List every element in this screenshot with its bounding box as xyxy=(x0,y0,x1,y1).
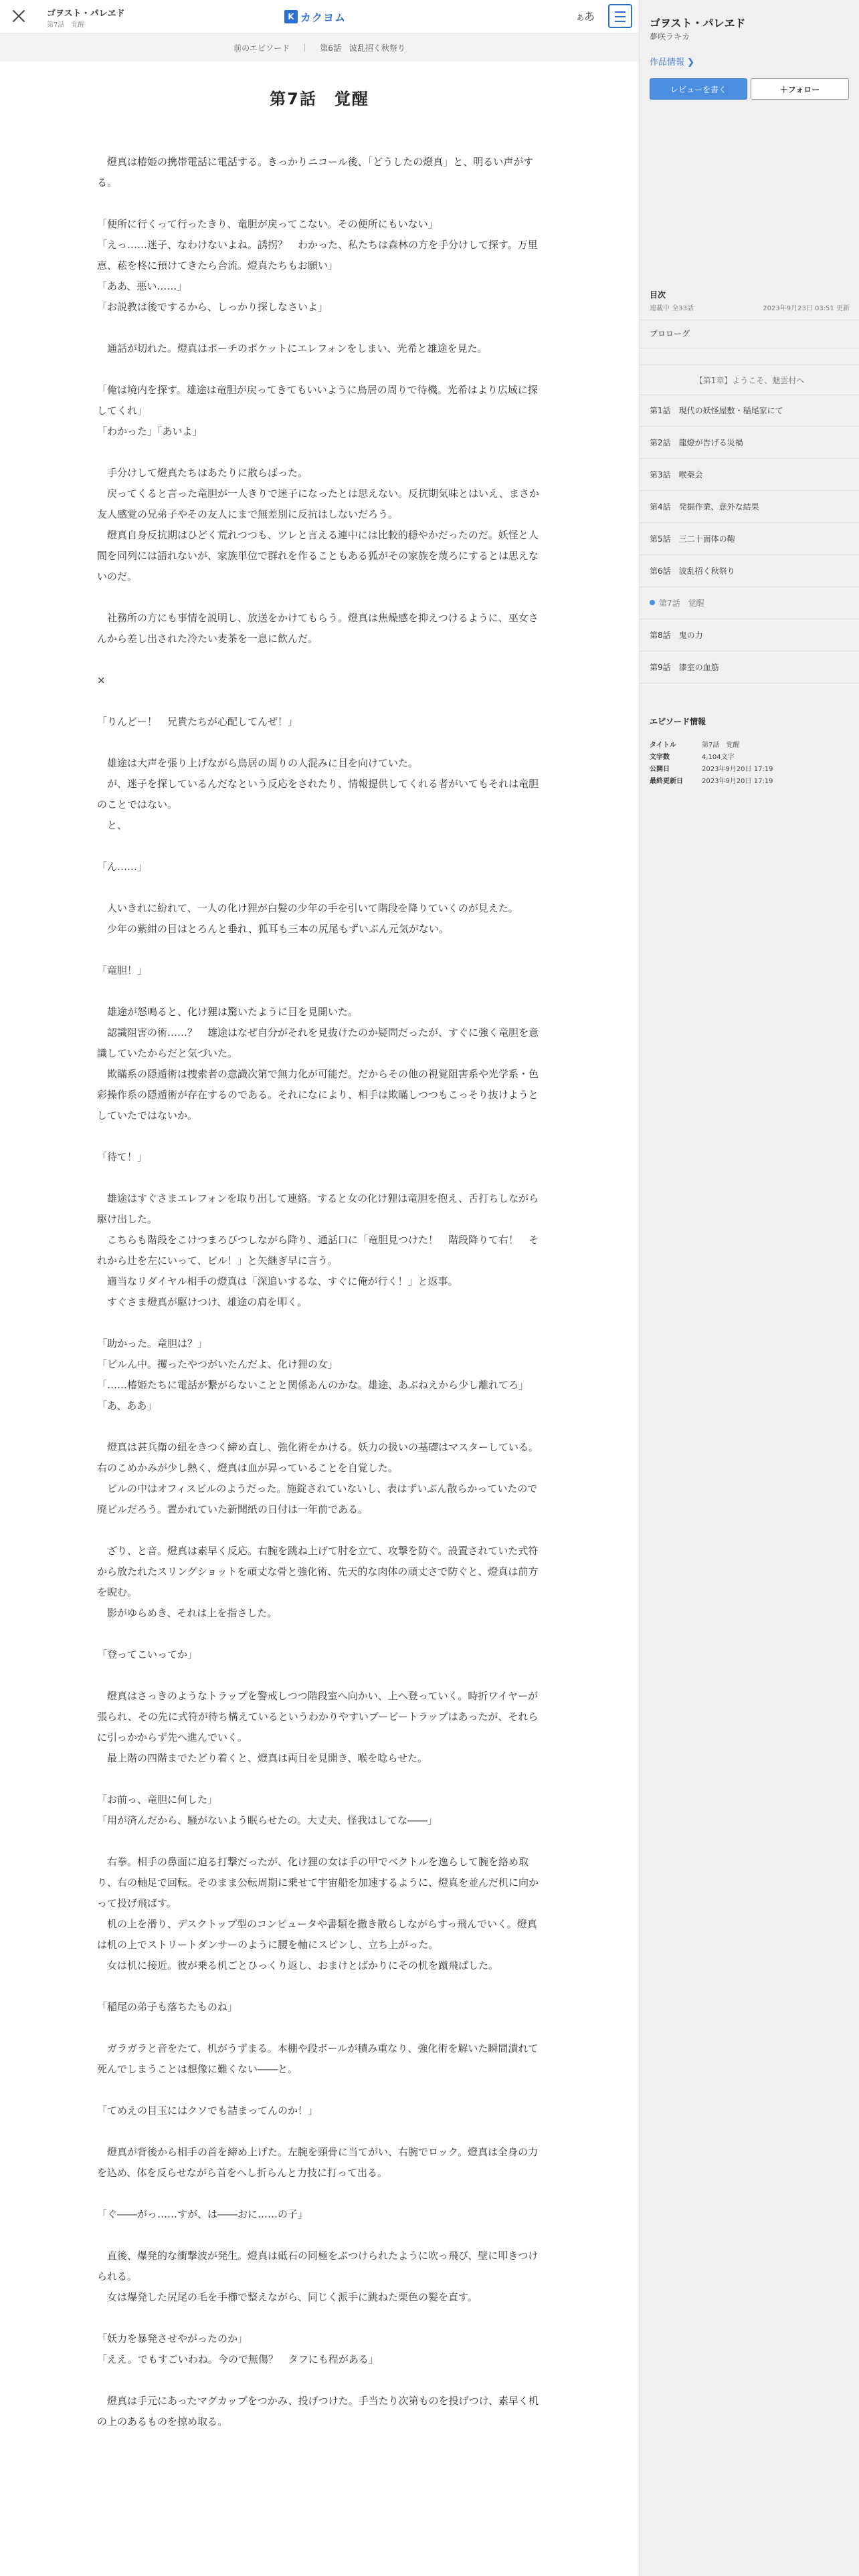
font-size-button[interactable]: ああ xyxy=(577,10,595,23)
paragraph: 燈真が背後から相手の首を締め上げた。左腕を頸骨に当てがい、右腕でロック。燈真は全身の力を込め、体を反らせながら首をへし折らんと力技に打って出る。 xyxy=(97,2146,539,2179)
menu-icon[interactable] xyxy=(608,4,632,28)
close-icon[interactable] xyxy=(11,8,27,24)
paragraph: 「お前っ、竜胆に何した」 xyxy=(97,1794,218,1806)
paragraph: 「りんどー！ 兄貴たちが心配してんぜ！」 xyxy=(97,716,298,728)
toc-prologue[interactable]: プロローグ xyxy=(650,329,690,338)
paragraph: こちらも階段をこけつまろびつしながら降り、通話口に「竜胆見つけた！ 階段降りて右！ それから辻を左にいって、ビル！」と矢継ぎ早に言う。 xyxy=(97,1234,539,1267)
paragraph: 「ん……」 xyxy=(97,861,148,873)
toc-episode-item[interactable]: 第1話 現代の妖怪屋敷・稲尾家にて xyxy=(650,406,783,415)
blank-line xyxy=(97,1168,542,1188)
paragraph: 「わかった」「あいよ」 xyxy=(97,425,203,437)
blank-line xyxy=(97,732,542,753)
toc-episode-item[interactable]: 第3話 喉薬会 xyxy=(650,470,703,479)
blank-line xyxy=(97,1831,542,1852)
paragraph: 「ぐ――がっ……すが、は――おに……の子」 xyxy=(97,2208,308,2220)
paragraph: 少年の紫紺の目はとろんと垂れ、狐耳も三本の尻尾もずいぶん元気がない。 xyxy=(97,923,449,935)
paragraph: 手分けして燈真たちはあたりに散らばった。 xyxy=(97,467,308,479)
paragraph: 欺瞞系の隠遁術は捜索者の意識次第で無力化が可能だ。だからその他の視覚阻害系や光学系・色彩操作系の隠遁術が存在するのである。それになにより、相手は欺瞞しつつもこっそり抜けようとしていたではないか。 xyxy=(97,1068,539,1121)
blank-line xyxy=(97,2225,542,2246)
paragraph: 社務所の方にも事情を説明し、放送をかけてもらう。燈真は焦燥感を抑えつけるように、巫女さんから差し出された冷たい麦茶を一息に飲んだ。 xyxy=(97,612,539,645)
divider xyxy=(640,554,859,555)
episode-info-row: 公開日 2023年9月20日 17:19 xyxy=(650,766,773,773)
paragraph: 「用が済んだから、騒がないよう眠らせたの。大丈夫、怪我はしてな――」 xyxy=(97,1814,438,1826)
paragraph: 「待て！」 xyxy=(97,1151,148,1163)
blank-line xyxy=(97,981,542,1002)
toc-status: 連載中 全33話 xyxy=(650,305,694,312)
paragraph: 女は爆発した尻尾の毛を手櫛で整えながら、同じく派手に跳ねた栗色の髪を直す。 xyxy=(97,2291,478,2303)
paragraph: 「……椿姫たちに電話が繋がらないことと関係あんのかな。雄途、あぶねえから少し離れてろ」 xyxy=(97,1379,529,1391)
episode-info-heading: エピソード情報 xyxy=(650,717,706,726)
logo-mark-icon: K xyxy=(284,10,298,23)
paragraph: 燈真は甚兵衛の紐をきつく締め直し、強化術をかける。妖力の扱いの基礎はマスターしている。右のこめかみが少し熱く、燈真は血が昇っていることを自覚した。 xyxy=(97,1441,539,1474)
blank-line xyxy=(97,1126,542,1147)
toc-episode-item[interactable]: 第2話 龍燈が告げる災禍 xyxy=(650,438,743,447)
blank-line xyxy=(97,1769,542,1790)
paragraph: ざり、と音。燈真は素早く反応。右腕を跳ね上げて肘を立て、攻撃を防ぐ。設置されていた式符から放たれたスリングショットを頑丈な骨と強化術、先天的な肉体の頑丈さで防ぐと、燈真は前方を睨む。 xyxy=(97,1545,539,1598)
episode-info-row: 最終更新日 2023年9月20日 17:19 xyxy=(650,778,773,785)
divider xyxy=(640,586,859,587)
blank-line xyxy=(97,1313,542,1333)
blank-line xyxy=(97,318,542,338)
paragraph: × xyxy=(97,674,106,686)
paragraph: 「竜胆！」 xyxy=(97,964,148,976)
paragraph: 「助かった。竜胆は？」 xyxy=(97,1337,208,1350)
toc-episode-item[interactable]: 第4話 発掘作業、意外な結果 xyxy=(650,502,759,512)
blank-line xyxy=(97,649,542,670)
paragraph: 雄途が怒鳴ると、化け狸は驚いたように目を見開いた。 xyxy=(97,1006,359,1018)
paragraph: 認識阻害の術……？ 雄途はなぜ自分がそれを見抜けたのか疑問だったが、すぐに強く竜胆を意識していたからだと気づいた。 xyxy=(97,1027,539,1059)
paragraph: 雄途はすぐさまエレフォンを取り出して連絡。すると女の化け狸は竜胆を抱え、舌打ちしながら駆け出した。 xyxy=(97,1192,539,1225)
prev-episode-title[interactable]: 第6話 波乱招く秋祭り xyxy=(320,43,405,53)
episode-title: 第7話 覚醒 xyxy=(270,90,369,108)
blank-line xyxy=(97,442,542,463)
paragraph: 「ええ。でもすごいわね。今ので無傷？ タフにも程がある」 xyxy=(97,2353,379,2365)
paragraph: 燈真は手元にあったマグカップをつかみ、投げつけた。手当たり次第ものを投げつけ、素早く机の上のあるものを掠め取る。 xyxy=(97,2395,539,2428)
prev-episode-link[interactable]: 前のエピソード xyxy=(233,43,290,53)
paragraph: 通話が切れた。燈真はポーチのポケットにエレフォンをしまい、光希と雄途を見た。 xyxy=(97,342,488,354)
toc-heading: 目次 xyxy=(650,290,666,300)
paragraph: 適当なリダイヤル相手の燈真は「深追いするな、すぐに俺が行く！」と返事。 xyxy=(97,1275,458,1287)
paragraph: 燈真はさっきのようなトラップを警戒しつつ階段室へ向かい、上へ登っていく。時折ワイヤーが張られ、その先に式符が待ち構えているというわかりやすいブービートラップはあったが、それらに引っかからず先へ進んでいく。 xyxy=(97,1690,539,1743)
paragraph: 「えっ……迷子、なわけないよね。誘拐？ わかった、私たちは森林の方を手分けして探す。万里恵、菘を柊に預けてきたら合流。燈真たちもお願い」 xyxy=(97,239,538,272)
paragraph: が、迷子を探しているんだなという反応をされたり、情報提供してくれる者がいてもそれは竜胆のことではない。 xyxy=(97,778,539,811)
toc-updated: 2023年9月23日 03:51 更新 xyxy=(763,305,850,312)
paragraph: すぐさま燈真が駆けつけ、雄途の肩を叩く。 xyxy=(97,1296,308,1308)
current-episode-label: 第7話 覚醒 xyxy=(47,21,85,29)
divider xyxy=(640,426,859,427)
paragraph: 「稲尾の弟子も落ちたものね」 xyxy=(97,2001,238,2013)
toc-episode-item[interactable]: 第6話 波乱招く秋祭り xyxy=(650,566,735,576)
divider xyxy=(640,522,859,523)
current-episode-dot-icon xyxy=(650,600,655,605)
blank-line xyxy=(97,587,542,608)
paragraph: 「妖力を暴発させやがったのか」 xyxy=(97,2333,248,2345)
paragraph: 「便所に行くって行ったきり、竜胆が戻ってこない。その便所にもいない」 xyxy=(97,218,438,230)
toc-meta xyxy=(650,302,850,312)
blank-line xyxy=(97,1416,542,1437)
episode-nav-bar xyxy=(0,33,639,62)
paragraph: 「ビルん中。攫ったやつがいたんだよ、化け狸の女」 xyxy=(97,1358,339,1370)
paragraph: 燈真自身反抗期はひどく荒れつつも、ツレと言える連中には比較的穏やかだったのだ。妖怪と人間を同列には語れないが、家族単位で群れを作ることもある狐がその家族を蔑ろにするとは思えないのだ。 xyxy=(97,529,539,582)
episode-info-row: 文字数 4,104文字 xyxy=(650,754,735,761)
paragraph: 人いきれに紛れて、一人の化け狸が白髪の少年の手を引いて階段を降りていくのが見えた。 xyxy=(97,902,518,914)
paragraph: 影がゆらめき、それは上を指さした。 xyxy=(97,1607,278,1619)
author-name[interactable]: 夢咲ラキカ xyxy=(650,32,690,41)
paragraph: 机の上を滑り、デスクトップ型のコンピュータや書類を撒き散らしながらすっ飛んでいく。燈真は机の上でストリートダンサーのように腰を軸にスピンし、立ち上がった。 xyxy=(97,1918,537,1951)
toc-episode-item[interactable]: 第5話 三二十面体の鞄 xyxy=(650,534,735,544)
divider xyxy=(640,364,859,365)
work-info-link[interactable]: 作品情報 ❯ xyxy=(650,58,695,68)
work-title-link[interactable]: ゴヲスト・パレヱド xyxy=(47,9,125,19)
blank-line xyxy=(97,836,542,857)
paragraph: 雄途は大声を張り上げながら鳥居の周りの人混みに目を向けていた。 xyxy=(97,757,419,769)
paragraph: 最上階の四階までたどり着くと、燈真は両目を見開き、喉を唸らせた。 xyxy=(97,1752,427,1764)
paragraph: 燈真は椿姫の携帯電話に電話する。きっかりニコール後、「どうしたの燈真」と、明るい声がする。 xyxy=(97,156,534,189)
paragraph: 「ああ、悪い……」 xyxy=(97,280,187,292)
kakuyomu-logo[interactable] xyxy=(284,9,346,25)
blank-line xyxy=(97,940,542,960)
divider xyxy=(640,490,859,491)
divider xyxy=(304,43,305,51)
blank-line xyxy=(97,1624,542,1644)
paragraph: ガラガラと音をたて、机がうずまる。本棚や段ボールが積み重なり、強化術を解いた瞬間潰れて死んでしまうことは想像に難くない――と。 xyxy=(97,2042,539,2075)
blank-line xyxy=(97,2183,542,2204)
paragraph: ビルの中はオフィスビルのようだった。施錠されていないし、表はずいぶん散らかっていたので廃ビルだろう。置かれていた新聞紙の日付は一年前である。 xyxy=(97,1483,538,1515)
toc-episode-item[interactable]: 第9話 漆室の血筋 xyxy=(650,663,719,672)
follow-button[interactable]: ＋フォロー xyxy=(751,78,849,100)
blank-line xyxy=(97,1520,542,1541)
sidebar-work-title[interactable]: ゴヲスト・パレヱド xyxy=(650,17,746,29)
paragraph: 右拳。相手の鼻面に迫る打撃だったが、化け狸の女は手の甲でベクトルを逸らして腕を絡め取り、右の軸足で回転。そのまま公転周期に乗せて宇宙船を加速するように、燈真を並んだ机に向かって投げ飛ばす。 xyxy=(97,1856,539,1909)
blank-line xyxy=(97,2308,542,2329)
blank-line xyxy=(97,2370,542,2391)
blank-line xyxy=(97,877,542,898)
brand-name: カクヨム xyxy=(300,11,347,24)
paragraph: と、 xyxy=(97,819,128,831)
episode-body xyxy=(97,62,542,2432)
paragraph: 「お説教は後でするから、しっかり探しなさいよ」 xyxy=(97,301,328,313)
episode-text xyxy=(97,152,542,2432)
write-review-button[interactable]: レビューを書く xyxy=(650,78,747,100)
blank-line xyxy=(97,2121,542,2142)
divider xyxy=(640,458,859,459)
paragraph: 「てめえの目玉にはクソでも詰まってんのか！」 xyxy=(97,2105,318,2117)
paragraph: 「俺は境内を探す。雄途は竜胆が戻ってきてもいいように鳥居の周りで待機。光希はより広域に探してくれ」 xyxy=(97,384,538,417)
paragraph: 戻ってくると言った竜胆が一人きりで迷子になったとは思えない。反抗期気味とはいえ、まさか友人感覚の兄弟子やその友人にまで無差別に反抗はしないだろう。 xyxy=(97,488,539,520)
blank-line xyxy=(97,2018,542,2038)
blank-line xyxy=(97,359,542,380)
blank-line xyxy=(97,2080,542,2101)
blank-line xyxy=(97,193,542,214)
blank-line xyxy=(97,691,542,712)
paragraph: 直後、爆発的な衝撃波が発生。燈真は砥石の同極をぶつけられたように吹っ飛び、壁に叩きつけられる。 xyxy=(97,2250,539,2282)
blank-line xyxy=(97,1665,542,1686)
paragraph: 女は机に接近。彼が乗る机ごとひっくり返し、おまけとばかりにその机を蹴飛ばした。 xyxy=(97,1959,499,1971)
paragraph: 「あ、ああ」 xyxy=(97,1400,157,1412)
sidebar xyxy=(639,0,859,2576)
top-header xyxy=(0,0,639,33)
toc-episode-item[interactable]: 第7話 覚醒 xyxy=(650,597,850,609)
blank-line xyxy=(97,1976,542,1997)
paragraph: 「登ってこいってか」 xyxy=(97,1648,198,1660)
chapter-heading: 【第1章】ようこそ、魅雲村へ xyxy=(694,376,805,385)
toc-episode-item[interactable]: 第8話 鬼の力 xyxy=(650,631,703,640)
episode-info-row: タイトル 第7話 覚醒 xyxy=(650,742,740,749)
